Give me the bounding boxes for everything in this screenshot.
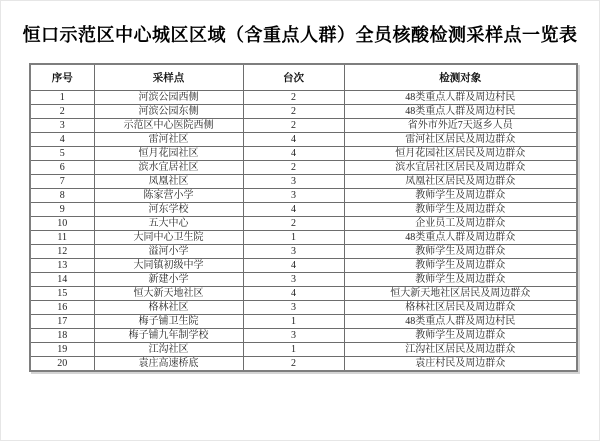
cell-test-target: 48类重点人群及周边村民 [344, 315, 577, 329]
sampling-points-table [29, 63, 578, 372]
table-row [30, 343, 577, 357]
header-sampling-point: 采样点 [94, 64, 243, 91]
cell-serial-number: 19 [30, 343, 94, 357]
cell-serial-number: 17 [30, 315, 94, 329]
table-header-row [30, 64, 577, 91]
cell-test-target: 凤凰社区居民及周边群众 [344, 175, 577, 189]
cell-test-target: 教师学生及周边群众 [344, 259, 577, 273]
cell-serial-number: 1 [30, 91, 94, 105]
cell-station-count: 2 [243, 91, 344, 105]
cell-serial-number: 18 [30, 329, 94, 343]
cell-sampling-point: 新建小学 [94, 273, 243, 287]
cell-serial-number: 11 [30, 231, 94, 245]
cell-test-target: 恒大新天地社区居民及周边群众 [344, 287, 577, 301]
cell-serial-number: 6 [30, 161, 94, 175]
cell-station-count: 3 [243, 273, 344, 287]
cell-station-count: 3 [243, 329, 344, 343]
cell-test-target: 滨水宜居社区居民及周边群众 [344, 161, 577, 175]
cell-sampling-point: 大同镇初级中学 [94, 259, 243, 273]
cell-station-count: 4 [243, 287, 344, 301]
cell-serial-number: 15 [30, 287, 94, 301]
cell-test-target: 教师学生及周边群众 [344, 245, 577, 259]
cell-station-count: 2 [243, 119, 344, 133]
table-row [30, 259, 577, 273]
cell-station-count: 2 [243, 217, 344, 231]
cell-sampling-point: 河东学校 [94, 203, 243, 217]
cell-sampling-point: 大同中心卫生院 [94, 231, 243, 245]
cell-station-count: 3 [243, 189, 344, 203]
cell-sampling-point: 示范区中心医院西侧 [94, 119, 243, 133]
cell-test-target: 教师学生及周边群众 [344, 203, 577, 217]
cell-sampling-point: 梅子铺卫生院 [94, 315, 243, 329]
cell-serial-number: 12 [30, 245, 94, 259]
cell-test-target: 48类重点人群及周边群众 [344, 231, 577, 245]
cell-test-target: 企业员工及周边群众 [344, 217, 577, 231]
table-row [30, 91, 577, 105]
cell-sampling-point: 江沟社区 [94, 343, 243, 357]
cell-station-count: 3 [243, 245, 344, 259]
cell-station-count: 2 [243, 105, 344, 119]
header-test-target: 检测对象 [344, 64, 577, 91]
table-row [30, 217, 577, 231]
cell-serial-number: 13 [30, 259, 94, 273]
cell-test-target: 雷河社区居民及周边群众 [344, 133, 577, 147]
cell-test-target: 48类重点人群及周边村民 [344, 105, 577, 119]
header-station-count: 台次 [243, 64, 344, 91]
cell-serial-number: 20 [30, 357, 94, 372]
cell-test-target: 教师学生及周边群众 [344, 273, 577, 287]
cell-station-count: 3 [243, 175, 344, 189]
cell-station-count: 4 [243, 203, 344, 217]
cell-test-target: 恒月花园社区居民及周边群众 [344, 147, 577, 161]
cell-sampling-point: 凤凰社区 [94, 175, 243, 189]
table-row [30, 147, 577, 161]
table-row [30, 105, 577, 119]
cell-station-count: 3 [243, 301, 344, 315]
table-row [30, 133, 577, 147]
table-row [30, 175, 577, 189]
cell-sampling-point: 五大中心 [94, 217, 243, 231]
table-row [30, 357, 577, 372]
table-row [30, 231, 577, 245]
cell-sampling-point: 袁庄高速桥底 [94, 357, 243, 372]
cell-serial-number: 7 [30, 175, 94, 189]
table-body [30, 91, 577, 372]
cell-sampling-point: 溢河小学 [94, 245, 243, 259]
cell-station-count: 4 [243, 133, 344, 147]
table-row [30, 287, 577, 301]
cell-serial-number: 5 [30, 147, 94, 161]
cell-sampling-point: 陈家营小学 [94, 189, 243, 203]
cell-sampling-point: 河滨公园东侧 [94, 105, 243, 119]
page-title: 恒口示范区中心城区区域（含重点人群）全员核酸检测采样点一览表 [22, 25, 578, 45]
cell-sampling-point: 滨水宜居社区 [94, 161, 243, 175]
cell-station-count: 4 [243, 147, 344, 161]
table-row [30, 315, 577, 329]
cell-station-count: 2 [243, 161, 344, 175]
cell-test-target: 48类重点人群及周边村民 [344, 91, 577, 105]
table-row [30, 119, 577, 133]
cell-serial-number: 10 [30, 217, 94, 231]
cell-station-count: 1 [243, 231, 344, 245]
table-row [30, 273, 577, 287]
cell-test-target: 教师学生及周边群众 [344, 189, 577, 203]
table-row [30, 203, 577, 217]
cell-serial-number: 9 [30, 203, 94, 217]
cell-sampling-point: 雷河社区 [94, 133, 243, 147]
header-serial-number: 序号 [30, 64, 94, 91]
cell-station-count: 4 [243, 259, 344, 273]
cell-sampling-point: 格林社区 [94, 301, 243, 315]
cell-test-target: 省外市外近7天返乡人员 [344, 119, 577, 133]
cell-test-target: 袁庄村民及周边群众 [344, 357, 577, 372]
cell-serial-number: 14 [30, 273, 94, 287]
cell-sampling-point: 恒大新天地社区 [94, 287, 243, 301]
cell-sampling-point: 河滨公园西侧 [94, 91, 243, 105]
cell-serial-number: 4 [30, 133, 94, 147]
cell-test-target: 格林社区居民及周边群众 [344, 301, 577, 315]
cell-serial-number: 16 [30, 301, 94, 315]
cell-test-target: 江沟社区居民及周边群众 [344, 343, 577, 357]
cell-sampling-point: 梅子铺九年制学校 [94, 329, 243, 343]
table-row [30, 245, 577, 259]
cell-station-count: 1 [243, 315, 344, 329]
cell-test-target: 教师学生及周边群众 [344, 329, 577, 343]
table-row [30, 329, 577, 343]
cell-station-count: 1 [243, 343, 344, 357]
table-row [30, 301, 577, 315]
table-row [30, 189, 577, 203]
cell-serial-number: 3 [30, 119, 94, 133]
cell-serial-number: 2 [30, 105, 94, 119]
table-row [30, 161, 577, 175]
cell-station-count: 2 [243, 357, 344, 372]
cell-serial-number: 8 [30, 189, 94, 203]
cell-sampling-point: 恒月花园社区 [94, 147, 243, 161]
